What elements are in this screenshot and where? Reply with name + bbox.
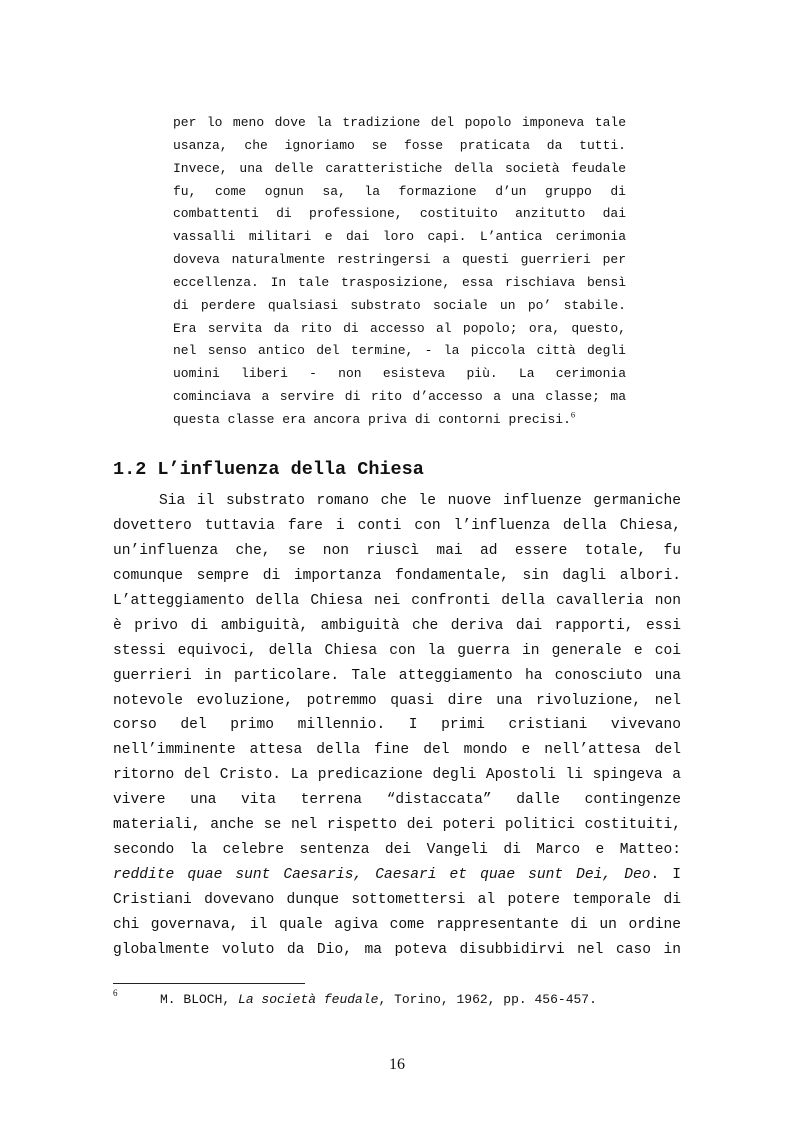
quote-line: eccellenza. In tale trasposizione, essa rischiava bensì bbox=[173, 274, 626, 290]
quote-line: usanza, che ignoriamo se fosse praticata da tutti. bbox=[173, 137, 626, 153]
body-line: ritorno del Cristo. La predicazione degli Apostoli li spingeva a bbox=[113, 767, 681, 784]
quote-line: fu, come ognun sa, la formazione d’un gruppo di bbox=[173, 183, 626, 199]
quote-line: nel senso antico del termine, - la piccola città degli bbox=[173, 343, 626, 359]
body-line: globalmente voluto da Dio, ma poteva disubbidirvi nel caso in bbox=[113, 941, 681, 958]
body-line: corso del primo millennio. I primi cristiani vivevano bbox=[113, 717, 681, 734]
footnote-author: M. BLOCH, bbox=[160, 992, 231, 1007]
footnote-number: 6 bbox=[113, 988, 118, 998]
body-line: comunque sempre di importanza fondamentale, sin dagli albori. bbox=[113, 567, 681, 584]
quote-line: doveva naturalmente restringersi a questi guerrieri per bbox=[173, 252, 626, 268]
body-line: secondo la celebre sentenza dei Vangeli di Marco e Matteo: bbox=[113, 842, 681, 859]
quote-last-line bbox=[173, 409, 626, 432]
body-line: dovettero tuttavia fare i conti con l’influenza della Chiesa, bbox=[113, 517, 681, 534]
body-line: nell’imminente attesa della fine del mondo e nell’attesa del bbox=[113, 742, 681, 759]
body-line: è privo di ambiguità, ambiguità che deriva dai rapporti, essi bbox=[113, 617, 681, 634]
footnote-rest: , Torino, 1962, pp. 456-457. bbox=[378, 992, 597, 1007]
body-line: un’influenza che, se non riuscì mai ad essere totale, fu bbox=[113, 542, 681, 559]
quote-line: uomini liberi - non esisteva più. La cerimonia bbox=[173, 366, 626, 382]
quote-line: vassalli militari e dai loro capi. L’antica cerimonia bbox=[173, 229, 626, 245]
block-quote bbox=[173, 112, 626, 432]
footnote-text bbox=[160, 992, 597, 1007]
latin-quote: reddite quae sunt Caesaris, Caesari et quae sunt Dei, Deo bbox=[113, 867, 651, 884]
quote-line: per lo meno dove la tradizione del popolo imponeva tale bbox=[173, 115, 626, 130]
body-line: guerrieri in particolare. Tale atteggiamento ha conosciuto una bbox=[113, 667, 681, 684]
body-line: chi governava, il quale agiva come rappresentante di un ordine bbox=[113, 916, 681, 933]
quote-line: Invece, una delle caratteristiche della società feudale bbox=[173, 160, 626, 176]
paragraph-first-line: Sia il substrato romano che le nuove influenze germaniche bbox=[159, 493, 681, 509]
quote-line: combattenti di professione, costituito anzitutto dai bbox=[173, 206, 626, 222]
quote-line: questa classe era ancora priva di contorni precisi. bbox=[173, 411, 571, 427]
footnote-title: La società feudale bbox=[238, 992, 379, 1007]
body-line: stessi equivoci, della Chiesa con la guerra in generale e coi bbox=[113, 642, 681, 659]
footnote-reference[interactable]: 6 bbox=[570, 409, 576, 420]
body-line: vivere una vita terrena “distaccata” dalle contingenze bbox=[113, 792, 681, 809]
quote-line: cominciava a servire di rito d’accesso a una classe; ma bbox=[173, 389, 626, 405]
body-line-latin-quote bbox=[113, 863, 681, 888]
body-line: materiali, anche se nel rispetto dei poteri politici costituiti, bbox=[113, 817, 681, 834]
section-heading: 1.2 L’influenza della Chiesa bbox=[113, 459, 424, 480]
body-line: L’atteggiamento della Chiesa nei confronti della cavalleria non bbox=[113, 592, 681, 609]
footnote-separator bbox=[113, 983, 305, 984]
body-text bbox=[113, 489, 681, 963]
page-number: 16 bbox=[389, 1056, 405, 1073]
body-line: Cristiani dovevano dunque sottomettersi al potere temporale di bbox=[113, 892, 681, 908]
body-line: notevole evoluzione, potremmo quasi dire una rivoluzione, nel bbox=[113, 692, 681, 709]
body-line-rest: . I bbox=[650, 867, 681, 884]
quote-line: di perdere qualsiasi substrato sociale un po’ stabile. bbox=[173, 297, 626, 313]
quote-line: Era servita da rito di accesso al popolo; ora, questo, bbox=[173, 320, 626, 336]
